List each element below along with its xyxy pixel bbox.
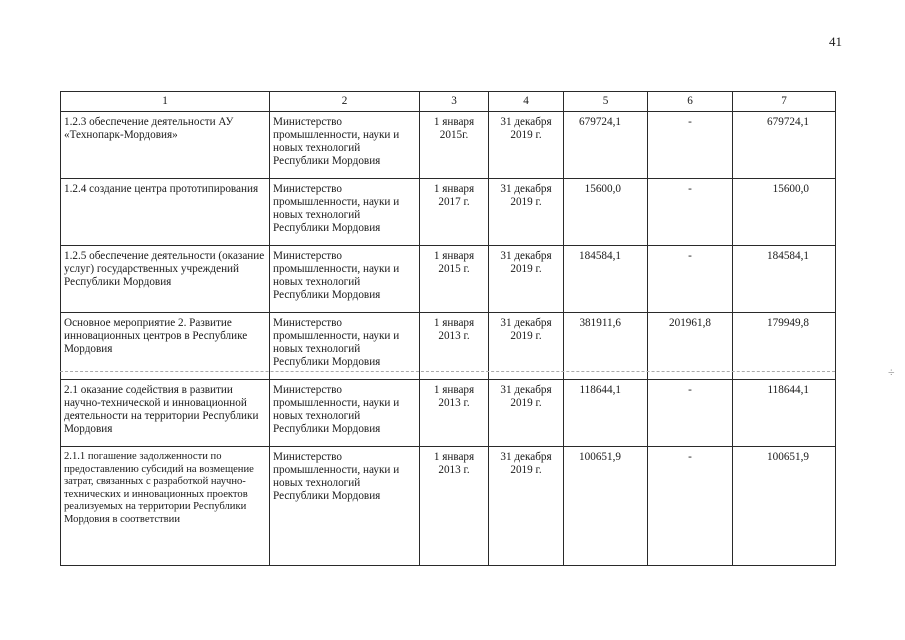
federal-value: - bbox=[648, 447, 733, 566]
end-date: 31 декабря 2019 г. bbox=[489, 112, 564, 179]
end-date: 31 декабря 2019 г. bbox=[489, 447, 564, 566]
measure-name: 1.2.3 обеспечение деятельности АУ «Технопарк-Мордовия» bbox=[61, 112, 270, 179]
start-date: 1 января 2013 г. bbox=[420, 313, 489, 380]
end-date: 31 декабря 2019 г. bbox=[489, 246, 564, 313]
table-row bbox=[61, 246, 836, 313]
total-value: 15600,0 bbox=[564, 179, 648, 246]
start-date: 1 января 2017 г. bbox=[420, 179, 489, 246]
federal-value: - bbox=[648, 112, 733, 179]
header-cell: 6 bbox=[648, 92, 733, 112]
end-date: 31 декабря 2019 г. bbox=[489, 179, 564, 246]
federal-value: 201961,8 bbox=[648, 313, 733, 380]
header-cell: 1 bbox=[61, 92, 270, 112]
regional-value: 15600,0 bbox=[733, 179, 836, 246]
table-row bbox=[61, 313, 836, 380]
responsible-org: Министерство промышленности, науки и новых технологий Республики Мордовия bbox=[270, 380, 420, 447]
measure-name: 1.2.5 обеспечение деятельности (оказание услуг) государственных учреждений Республики Мордовия bbox=[61, 246, 270, 313]
program-table bbox=[60, 91, 836, 566]
measure-name: 1.2.4 создание центра прототипирования bbox=[61, 179, 270, 246]
end-date: 31 декабря 2019 г. bbox=[489, 380, 564, 447]
start-date: 1 января 2015г. bbox=[420, 112, 489, 179]
header-cell: 3 bbox=[420, 92, 489, 112]
scan-artifact-mark: ÷ bbox=[888, 365, 895, 379]
total-value: 381911,6 bbox=[564, 313, 648, 380]
end-date: 31 декабря 2019 г. bbox=[489, 313, 564, 380]
start-date: 1 января 2015 г. bbox=[420, 246, 489, 313]
regional-value: 100651,9 bbox=[733, 447, 836, 566]
total-value: 184584,1 bbox=[564, 246, 648, 313]
regional-value: 679724,1 bbox=[733, 112, 836, 179]
page-number: 41 bbox=[829, 34, 842, 49]
responsible-org: Министерство промышленности, науки и новых технологий Республики Мордовия bbox=[270, 313, 420, 380]
measure-name: 2.1 оказание содействия в развитии научно-технической и инновационной деятельности на территории Республики Мордовия bbox=[61, 380, 270, 447]
regional-value: 118644,1 bbox=[733, 380, 836, 447]
header-cell: 7 bbox=[733, 92, 836, 112]
table-row bbox=[61, 447, 836, 566]
header-cell: 2 bbox=[270, 92, 420, 112]
measure-name: Основное мероприятие 2. Развитие инновационных центров в Республике Мордовия bbox=[61, 313, 270, 380]
responsible-org: Министерство промышленности, науки и новых технологий Республики Мордовия bbox=[270, 112, 420, 179]
scan-artifact-line bbox=[60, 371, 835, 372]
total-value: 100651,9 bbox=[564, 447, 648, 566]
total-value: 679724,1 bbox=[564, 112, 648, 179]
start-date: 1 января 2013 г. bbox=[420, 380, 489, 447]
responsible-org: Министерство промышленности, науки и новых технологий Республики Мордовия bbox=[270, 246, 420, 313]
total-value: 118644,1 bbox=[564, 380, 648, 447]
federal-value: - bbox=[648, 380, 733, 447]
start-date: 1 января 2013 г. bbox=[420, 447, 489, 566]
table-row bbox=[61, 179, 836, 246]
federal-value: - bbox=[648, 246, 733, 313]
measure-name: 2.1.1 погашение задолженности по предоставлению субсидий на возмещение затрат, связанных с разработкой научно-технических и инновационных проектов реализуемых на территории Республики Мордовия в соответствии bbox=[61, 447, 270, 566]
regional-value: 184584,1 bbox=[733, 246, 836, 313]
table-header-row bbox=[61, 92, 836, 112]
header-cell: 5 bbox=[564, 92, 648, 112]
table-row bbox=[61, 112, 836, 179]
responsible-org: Министерство промышленности, науки и новых технологий Республики Мордовия bbox=[270, 179, 420, 246]
federal-value: - bbox=[648, 179, 733, 246]
responsible-org: Министерство промышленности, науки и новых технологий Республики Мордовия bbox=[270, 447, 420, 566]
header-cell: 4 bbox=[489, 92, 564, 112]
table-row bbox=[61, 380, 836, 447]
regional-value: 179949,8 bbox=[733, 313, 836, 380]
